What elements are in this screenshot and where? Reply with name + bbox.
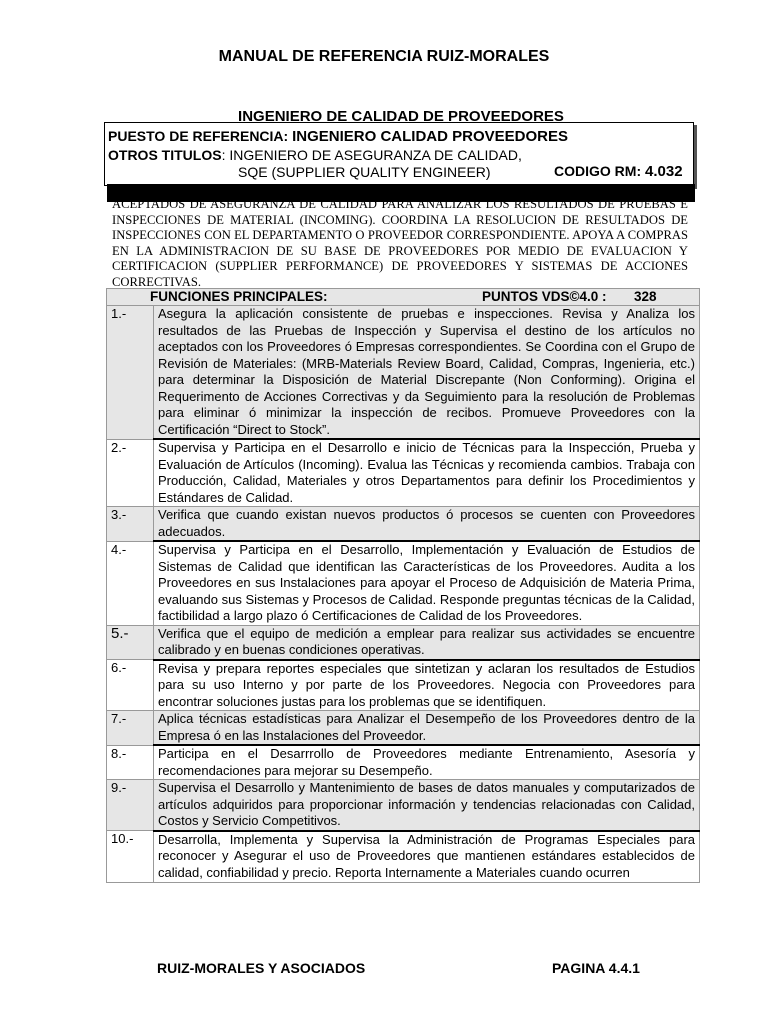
footer-page-number: PAGINA 4.4.1 [552, 960, 640, 976]
function-number: 1.- [107, 306, 154, 440]
document-title: MANUAL DE REFERENCIA RUIZ-MORALES [218, 48, 550, 65]
function-text [154, 831, 700, 883]
otros-row [108, 147, 522, 163]
function-row-9 [107, 780, 700, 831]
function-text: Supervisa y Participa en el Desarrollo, Implementación y Evaluación de Estudios de Sistemas de Calidad que identifican las Características de los Proveedores. Audita a los Proveedores en sus Instalaciones para apoyar el Proceso de Adquisición de Materia Prima, evaluando sus Sistemas y Procesos de Calidad. Responde preguntas técnicas de la Calidad, factibilidad a largo plazo ó Certificaciones de Calidad de los Proveedores. [154, 541, 700, 625]
points-value: 328 [634, 289, 657, 304]
otros-value-1: : INGENIERO DE ASEGURANZA DE CALIDAD, [221, 147, 522, 163]
function-row-2 [107, 439, 700, 507]
puesto-value: INGENIERO CALIDAD PROVEEDORES [292, 128, 568, 145]
codigo-row [554, 163, 683, 180]
function-row-4 [107, 541, 700, 625]
function-row-8 [107, 745, 700, 780]
reference-box [104, 122, 694, 186]
points-label: PUNTOS VDS©4.0 : [482, 289, 607, 304]
intro-paragraph: ACEPTADOS DE ASEGURANZA DE CALIDAD PARA ANALIZAR LOS RESULTADOS DE PRUEBAS E INSPECCIONES DE MATERIAL (INCOMING). COORDINA LA RESOLUCION DE RESULTADOS DE INSPECCIONES CON EL DEPARTAMENTO O PROVEEDOR CORRESPONDIENTE. APOYA A COMPRAS EN LA ADMINISTRACION DE SU BASE DE PROVEEDORES POR MEDIO DE EVALUACION Y CERTIFICACION (SUPPLIER PERFORMANCE) DE PROVEEDORES Y SISTEMAS DE ACCIONES CORRECTIVAS. [112, 197, 688, 288]
function-number: 3.- [107, 507, 154, 542]
function-text: Revisa y prepara reportes especiales que sintetizan y aclaran los resultados de Estudios para su uso Interno y por parte de los Proveedores. Negocia con Proveedores para encontrar soluciones justas para los problemas que se identifiquen. [154, 660, 700, 711]
function-number: 7.- [107, 711, 154, 746]
function-row-10 [107, 831, 700, 883]
document-subtitle: INGENIERO DE CALIDAD DE PROVEEDORES [238, 108, 564, 122]
functions-header-label: FUNCIONES PRINCIPALES: [150, 289, 328, 304]
puesto-row [108, 128, 568, 145]
functions-table [106, 288, 700, 883]
function-number: 10.- [107, 831, 154, 883]
puesto-label: PUESTO DE REFERENCIA: [108, 128, 289, 144]
function-number: 8.- [107, 745, 154, 780]
otros-value-2: SQE (SUPPLIER QUALITY ENGINEER) [238, 164, 491, 180]
function-row-6 [107, 660, 700, 711]
function-text-clip: Desarrolla, Implementa y Supervisa la Administración de Programas Especiales para reconocer y Asegurar el uso de Proveedores que mantienen estándares establecidos de calidad, confiabilidad y precio. Reporta Internamente a Materiales cuando ocurren [158, 831, 695, 880]
function-text: Verifica que el equipo de medición a emplear para realizar sus actividades se encuentre calibrado y en buenas condiciones operativas. [154, 625, 700, 660]
function-number: 4.- [107, 541, 154, 625]
function-number: 2.- [107, 439, 154, 507]
function-row-3 [107, 507, 700, 542]
function-number: 5.- [107, 625, 154, 660]
function-number: 9.- [107, 780, 154, 831]
function-text: Supervisa y Participa en el Desarrollo e inicio de Técnicas para la Inspección, Prueba y Evaluación de Artículos (Incoming). Evalua las Técnicas y recomienda cambios. Trabaja con Producción, Calidad, Materiales y otros Departamentos para definir los Procedimientos y Estándares de Calidad. [154, 439, 700, 507]
function-text: Asegura la aplicación consistente de pruebas e inspecciones. Revisa y Analiza los resultados de las Pruebas de Inspección y Supervisa el destino de los artículos no aceptados con los Proveedores ó Empresas correspondientes. Se Coordina con el Grupo de Revisión de Materiales: (MRB-Materials Review Board, Calidad, Compras, Ingenieria, etc.) para determinar la Disposición de Material Discrepante (Non Conforming). Origina el Requerimento de Acciones Correctivas y da Seguimiento para la resolución de Problemas para eliminar ó minimizar la inspección de recibos. Promueve Proveedores con la Certificación “Direct to Stock”. [154, 306, 700, 440]
function-row-7 [107, 711, 700, 746]
codigo-value: 4.032 [645, 163, 683, 180]
function-text: Aplica técnicas estadísticas para Analizar el Desempeño de los Proveedores dentro de la Empresa ó en las Instalaciones del Proveedor. [154, 711, 700, 746]
functions-header [107, 289, 700, 306]
codigo-label: CODIGO RM: [554, 163, 642, 179]
intro-clip [0, 197, 768, 288]
footer-company: RUIZ-MORALES Y ASOCIADOS [157, 960, 366, 976]
functions-header-row [107, 289, 700, 306]
function-text: Supervisa el Desarrollo y Mantenimiento de bases de datos manuales y computarizados de artículos adquiridos para proporcionar información y tendencias relacionadas con Calidad, Costos y Servicio Competitivos. [154, 780, 700, 831]
function-number: 6.- [107, 660, 154, 711]
function-text: Verifica que cuando existan nuevos productos ó procesos se cuenten con Proveedores adecuados. [154, 507, 700, 542]
function-text: Participa en el Desarrrollo de Proveedores mediante Entrenamiento, Asesoría y recomendaciones para mejorar su Desempeño. [154, 745, 700, 780]
function-row-1 [107, 306, 700, 440]
function-row-5 [107, 625, 700, 660]
otros-label: OTROS TITULOS [108, 147, 222, 163]
